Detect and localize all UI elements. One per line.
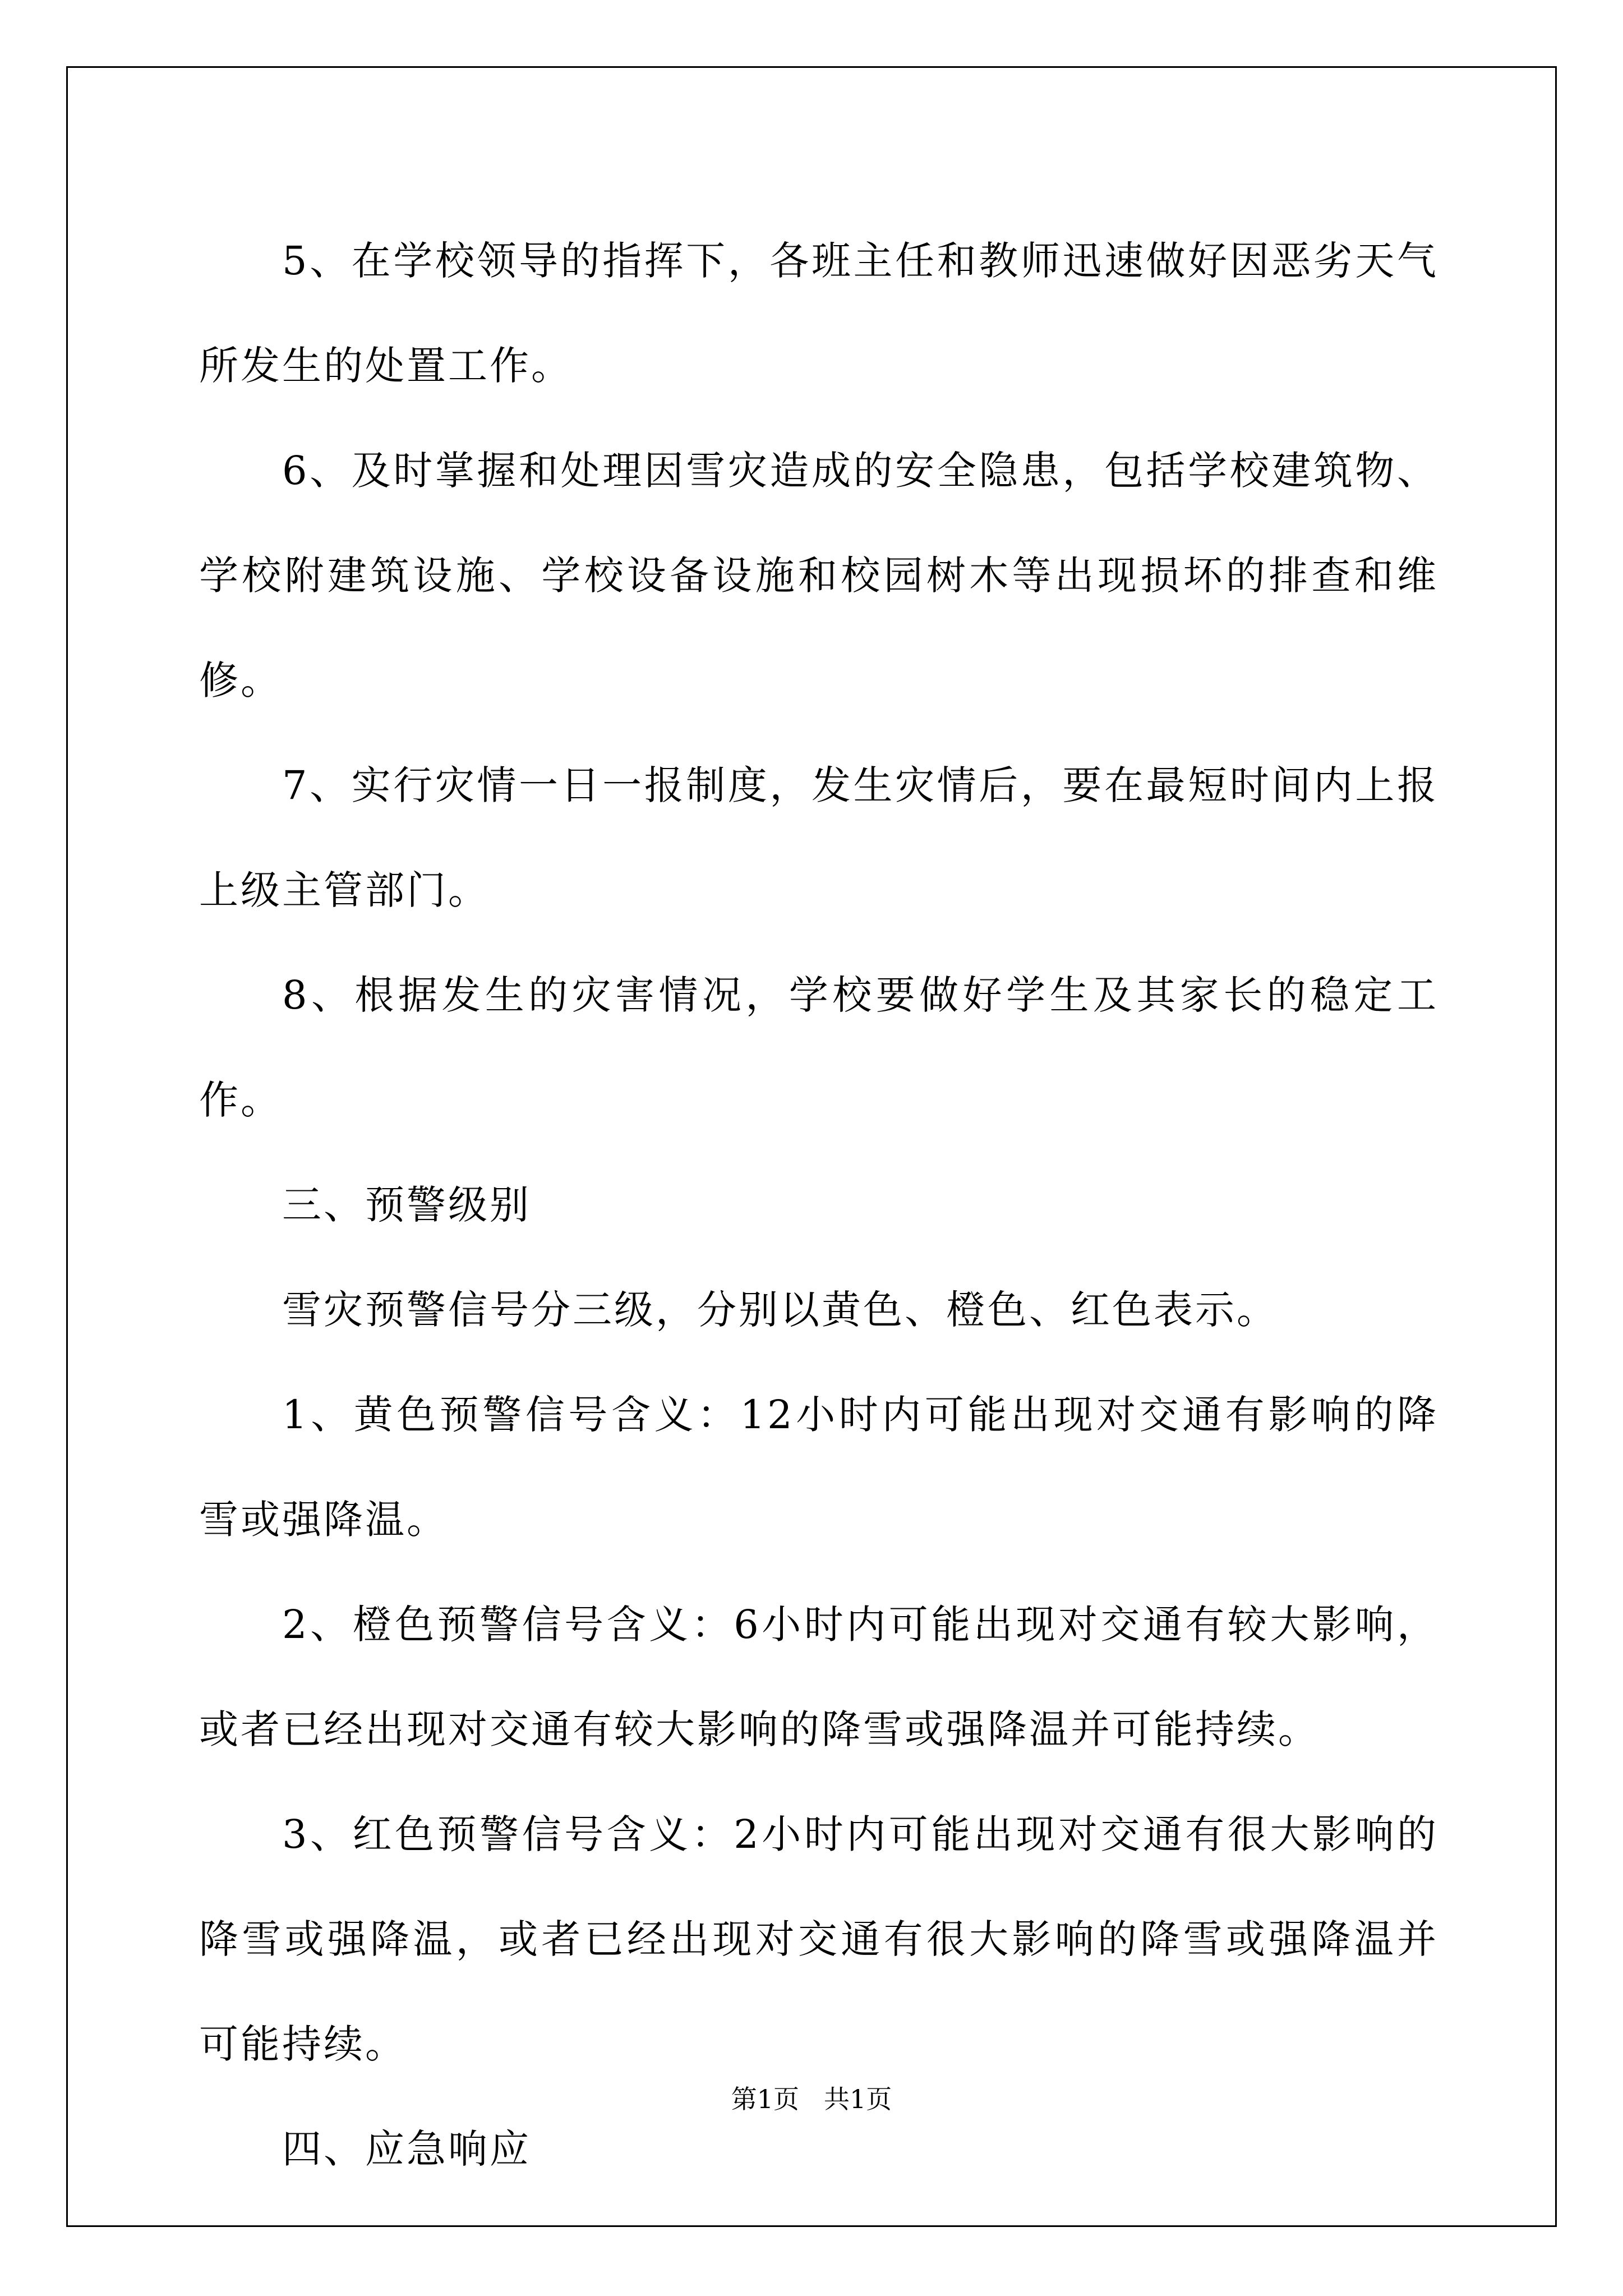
- page-number-current: 第1页: [731, 2084, 799, 2114]
- paragraph-item-6: 6、及时掌握和处理因雪灾造成的安全隐患，包括学校建筑物、学校附建筑设施、学校设备设施和校园树木等出现损坏的排查和维修。: [199, 448, 1438, 703]
- paragraph-orange-warning: 2、橙色预警信号含义：6小时内可能出现对交通有较大影响，或者已经出现对交通有较大影响的降雪或强降温并可能持续。: [199, 1602, 1438, 1752]
- paragraph-warning-intro: 雪灾预警信号分三级，分别以黄色、橙色、红色表示。: [282, 1287, 1278, 1333]
- page-footer: [0, 2082, 1623, 2116]
- paragraph-yellow-warning: 1、黄色预警信号含义：12小时内可能出现对交通有影响的降雪或强降温。: [199, 1392, 1438, 1543]
- document-body: [199, 209, 1438, 2202]
- section-heading-warning-levels: 三、预警级别: [282, 1182, 531, 1228]
- paragraph-item-5: 5、在学校领导的指挥下，各班主任和教师迅速做好因恶劣天气所发生的处置工作。: [199, 238, 1438, 389]
- paragraph-red-warning: 3、红色预警信号含义：2小时内可能出现对交通有很大影响的降雪或强降温，或者已经出现对交通有很大影响的降雪或强降温并可能持续。: [199, 1811, 1438, 2067]
- section-heading-emergency-response: 四、应急响应: [282, 2126, 531, 2172]
- paragraph-item-7: 7、实行灾情一日一报制度，发生灾情后，要在最短时间内上报上级主管部门。: [199, 762, 1438, 913]
- paragraph-item-8: 8、根据发生的灾害情况，学校要做好学生及其家长的稳定工作。: [199, 972, 1438, 1123]
- page-number-total: 共1页: [824, 2084, 892, 2114]
